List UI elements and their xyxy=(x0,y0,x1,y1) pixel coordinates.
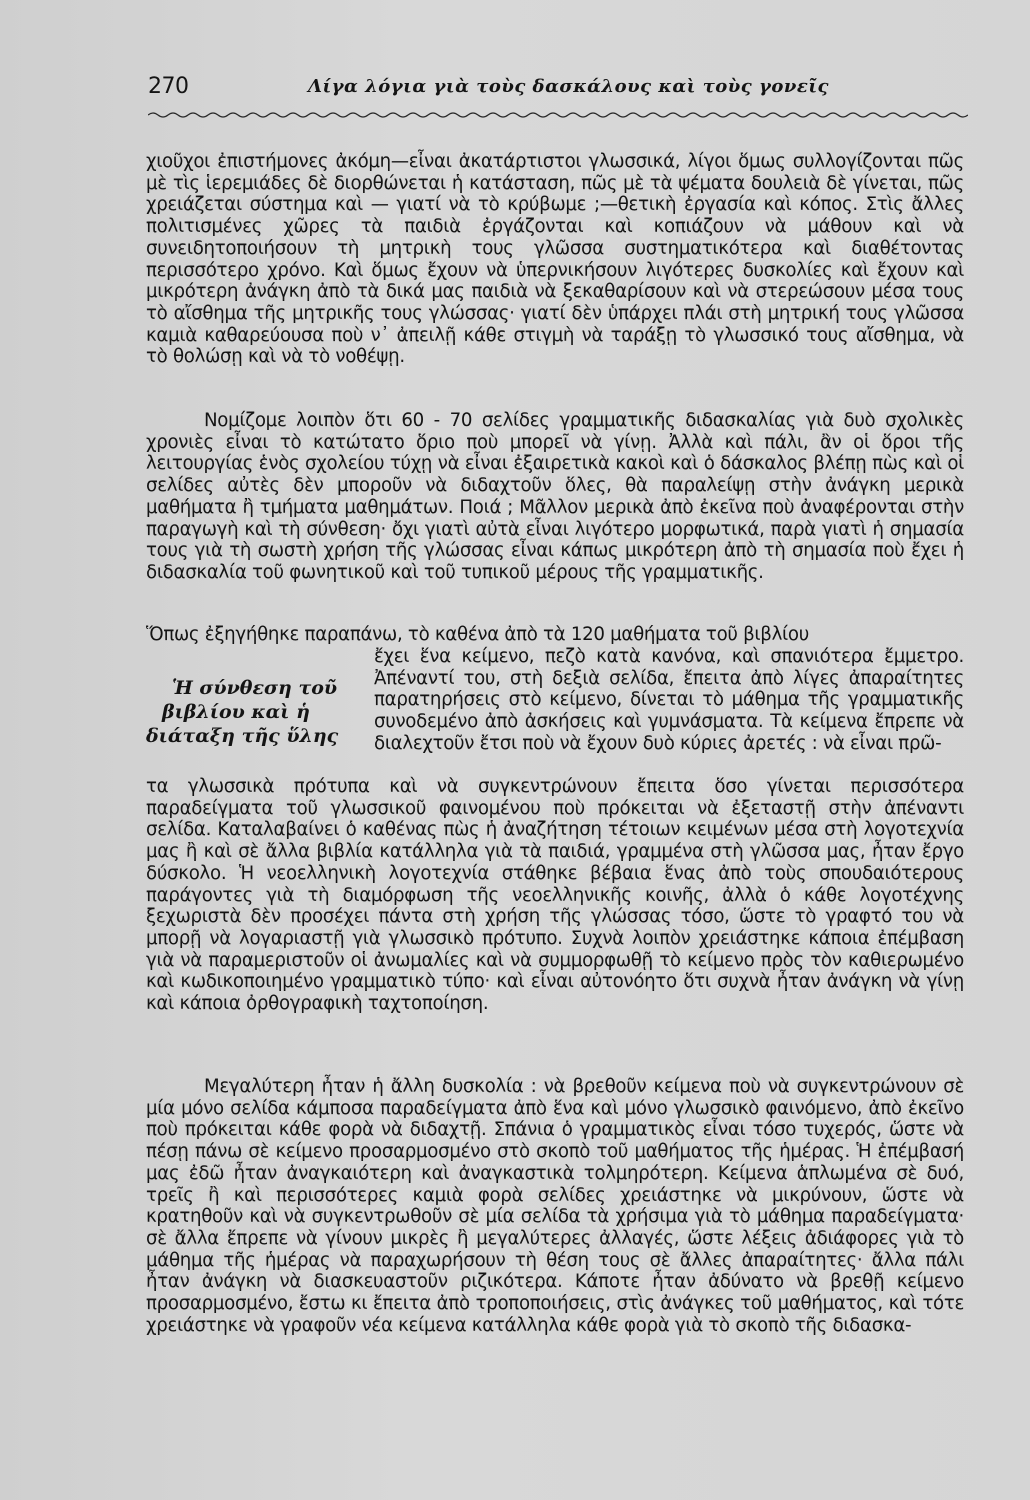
page-header xyxy=(148,74,968,114)
paragraph-1: χιοῦχοι ἐπιστήμονες ἀκόμη—εἶναι ἀκατάρτιστοι γλωσσικά, λίγοι ὅμως συλλογίζονται πῶς μὲ τὶς ἱερεμιάδες δὲ διορθώνεται ἡ κατάσταση, πῶς μὲ τὰ ψέματα δουλειὰ δὲ γίνεται, πῶς χρειάζεται σύστημα καὶ — γιατί νὰ τὸ κρύβωμε ;—θετικὴ ἐργασία καὶ κόπος. Στὶς ἄλλες πολιτισμένες χῶρες τὰ παιδιὰ ἐργάζονται καὶ κοπιάζουν νὰ μάθουν καὶ νὰ συνειδητοποιήσουν τὴ μητρικὴ τους γλῶσσα συστηματικότερα καὶ διαθέτοντας περισσότερο χρόνο. Καὶ ὅμως ἔχουν νὰ ὑπερνικήσουν λιγότερες δυσκολίες καὶ ἔχουν καὶ μικρότερη ἀνάγκη ἀπὸ τὰ δικά μας παιδιὰ νὰ ξεκαθαρίσουν καὶ νὰ στερεώσουν μέσα τους τὸ αἴσθημα τῆς μητρικῆς τους γλώσσας· γιατί δὲν ὑπάρχει πλάι στὴ μητρική τους γλῶσσα καμιὰ καθαρεύουσα ποὺ ν᾽ ἀπειλῇ κάθε στιγμὴ νὰ ταράξῃ τὸ γλωσσικό τους αἴσθημα, νὰ τὸ θολώσῃ καὶ νὰ τὸ νοθέψῃ. xyxy=(146,151,964,368)
paragraph-2: Νομίζομε λοιπὸν ὅτι 60 - 70 σελίδες γραμματικῆς διδασκαλίας γιὰ δυὸ σχολικὲς χρονιὲς εἶναι τὸ κατώτατο ὅριο ποὺ μπορεῖ νὰ γίνῃ. Ἀλλὰ καὶ πάλι, ἂν οἱ ὅροι τῆς λειτουργίας ἑνὸς σχολείου τύχῃ νὰ εἶναι ἐξαιρετικὰ κακοὶ καὶ ὁ δάσκαλος βλέπῃ πὼς καὶ οἱ σελίδες αὐτὲς δὲν μποροῦν νὰ διδαχτοῦν ὅλες, θὰ παραλείψῃ στὴν ἀνάγκη μερικὰ μαθήματα ἢ τμήματα μαθημάτων. Ποιά ; Μᾶλλον μερικὰ ἀπὸ ἐκεῖνα ποὺ ἀναφέρονται στὴν παραγωγὴ καὶ τὴ σύνθεση· ὄχι γιατὶ αὐτὰ εἶναι λιγότερο μορφωτικά, παρὰ γιατὶ ἡ σημασία τους γιὰ τὴ σωστὴ χρήση τῆς γλώσσας εἶναι κάπως μικρότερη ἀπὸ τὴ σημασία ποὺ ἔχει ἡ διδασκαλία τοῦ φωνητικοῦ καὶ τοῦ τυπικοῦ μέρους τῆς γραμματικῆς. xyxy=(146,410,964,583)
margin-heading-line-2: βιβλίου καὶ ἡ xyxy=(162,701,310,723)
paragraph-3-first-line: Ὅπως ἐξηγήθηκε παραπάνω, τὸ καθένα ἀπὸ τὰ 120 μαθήματα τοῦ βιβλίου xyxy=(146,624,809,645)
margin-heading-line-1: Ἡ σύνθεση τοῦ xyxy=(172,677,338,699)
page-number: 270 xyxy=(148,74,189,99)
paragraph-4: Μεγαλύτερη ἦταν ἡ ἄλλη δυσκολία : νὰ βρεθοῦν κείμενα ποὺ νὰ συγκεντρώνουν σὲ μία μόνο σελίδα κάμποσα παραδείγματα ἀπὸ ἕνα καὶ μόνο γλωσσικὸ φαινόμενο, ἀπὸ ἐκεῖνο ποὺ πρόκειται κάθε φορὰ νὰ διδαχτῇ. Σπάνια ὁ γραμματικὸς εἶναι τόσο τυχερός, ὥστε νὰ πέσῃ πάνω σὲ κείμενο προσαρμοσμένο στὸ σκοπὸ τοῦ μαθήματος τῆς ἡμέρας. Ἡ ἐπέμβασή μας ἐδῶ ἦταν ἀναγκαιότερη καὶ ἀναγκαστικὰ τολμηρότερη. Κείμενα ἁπλωμένα σὲ δυό, τρεῖς ἢ καὶ περισσότερες καμιὰ φορὰ σελίδες χρειάστηκε νὰ μικρύνουν, ὥστε νὰ κρατηθοῦν καὶ νὰ συγκεντρωθοῦν σὲ μία σελίδα τὰ χρήσιμα γιὰ τὸ μάθημα παραδείγματα· σὲ ἄλλα ἔπρεπε νὰ γίνουν μικρὲς ἢ μεγαλύτερες ἀλλαγές, ὥστε λέξεις ἀδιάφορες γιὰ τὸ μάθημα τῆς ἡμέρας νὰ παραχωρήσουν τὴ θέση τους σὲ ἄλλες ἀπαραίτητες· ἄλλα πάλι ἦταν ἀνάγκη νὰ διασκευαστοῦν ριζικότερα. Κάποτε ἦταν ἀδύνατο νὰ βρεθῇ κείμενο προσαρμοσμένο, ἔστω κι ἔπειτα ἀπὸ τροποποιήσεις, στὶς ἀνάγκες τοῦ μαθήματος, καὶ τότε χρειάστηκε νὰ γραφοῦν νέα κείμενα κατάλληλα κάθε φορὰ γιὰ τὸ σκοπὸ τῆς διδασκα- xyxy=(146,1076,964,1336)
margin-heading xyxy=(146,676,364,748)
header-wavy-rule xyxy=(148,110,968,120)
running-head: Λίγα λόγια γιὰ τοὺς δασκάλους καὶ τοὺς γονεῖς xyxy=(308,76,830,97)
paragraph-3-continuation: τα γλωσσικὰ πρότυπα καὶ νὰ συγκεντρώνουν ἔπειτα ὅσο γίνεται περισσότερα παραδείγματα τοῦ γλωσσικοῦ φαινομένου ποὺ πρόκειται νὰ ἐξεταστῇ στὴν ἀπέναντι σελίδα. Καταλαβαίνει ὁ καθένας πὼς ἡ ἀναζήτηση τέτοιων κειμένων μέσα στὴ λογοτεχνία μας ἢ καὶ σὲ ἄλλα βιβλία κατάλληλα γιὰ τὰ παιδιά, γραμμένα στὴ γλῶσσα μας, ἦταν ἔργο δύσκολο. Ἡ νεοελληνικὴ λογοτεχνία στάθηκε βέβαια ἕνας ἀπὸ τοὺς σπουδαιότερους παράγοντες γιὰ τὴ διαμόρφωση τῆς νεοελληνικῆς κοινῆς, ἀλλὰ ὁ κάθε λογοτέχνης ξεχωριστὰ δὲν προσέχει πάντα στὴ χρήση τῆς γλώσσας τόσο, ὥστε τὸ γραφτό του νὰ μπορῇ νὰ λογαριαστῇ γιὰ γλωσσικὸ πρότυπο. Συχνὰ λοιπὸν χρειάστηκε κάποια ἐπέμβαση γιὰ νὰ παραμεριστοῦν οἱ ἀνωμαλίες καὶ νὰ συμμορφωθῇ τὸ κείμενο πρὸς τὸν καθιερωμένο καὶ κωδικοποιημένο γραμματικὸ τύπο· καὶ εἶναι αὐτονόητο ὅτι συχνὰ ἦταν ἀνάγκη νὰ γίνῃ καὶ κάποια ὀρθογραφικὴ ταχτοποίηση. xyxy=(146,776,964,1015)
margin-heading-line-3: διάταξη τῆς ὕλης xyxy=(146,725,339,747)
paragraph-3-side-column: ἔχει ἕνα κείμενο, πεζὸ κατὰ κανόνα, καὶ σπανιότερα ἔμμετρο. Ἀπέναντί του, στὴ δεξιὰ σελίδα, ἔπειτα ἀπὸ λίγες ἀπαραίτητες παρατηρήσεις στὸ κείμενο, δίνεται τὸ μάθημα τῆς γραμματικῆς συνοδεμένο ἀπὸ ἀσκήσεις καὶ γυμνάσματα. Τὰ κείμενα ἔπρεπε νὰ διαλεχτοῦν ἔτσι ποὺ νὰ ἔχουν δυὸ κύριες ἀρετές : νὰ εἶναι πρῶ- xyxy=(374,646,964,754)
